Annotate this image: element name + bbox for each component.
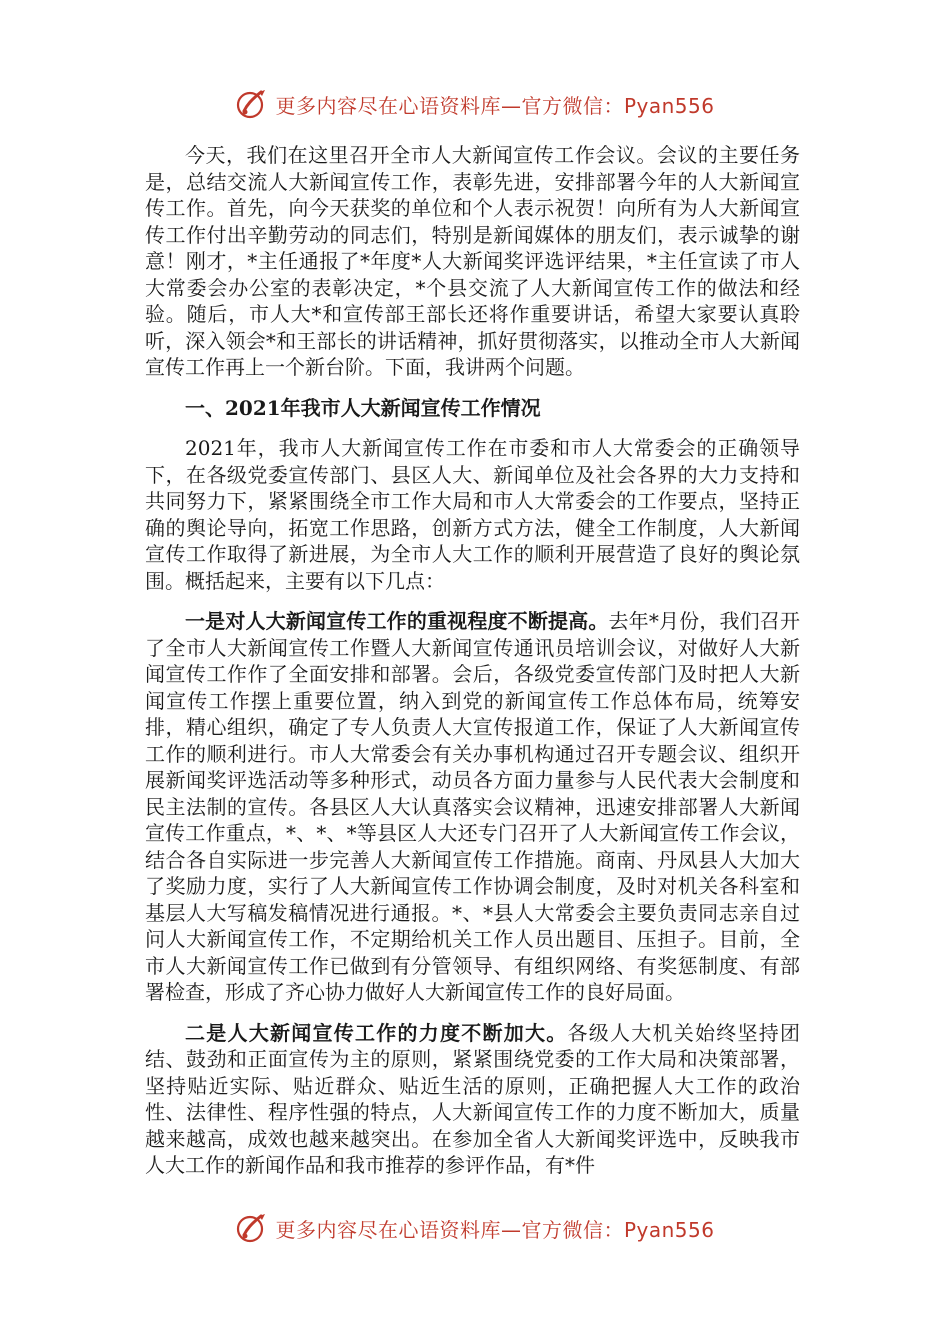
point-one-paragraph bbox=[145, 608, 800, 1006]
point-two-lead: 二是人大新闻宣传工作的力度不断加大。 bbox=[185, 1020, 568, 1045]
banner-text: 更多内容尽在心语资料库—官方微信：Pyan556 bbox=[275, 93, 715, 118]
document-body bbox=[145, 142, 800, 1193]
brush-seal-icon bbox=[235, 87, 269, 121]
header-banner bbox=[0, 84, 950, 124]
footer-banner bbox=[0, 1208, 950, 1248]
point-two-body: 各级人大机关始终坚持团结、鼓劲和正面宣传为主的原则，紧紧围绕党委的工作大局和决策部署，坚持贴近实际、贴近群众、贴近生活的原则，正确把握人大工作的政治性、法律性、程序性强的特点，人大新闻宣传工作的力度不断加大，质量越来越高，成效也越来越突出。在参加全省人大新闻奖评选中，反映我市人大工作的新闻作品和我市推荐的参评作品，有*件 bbox=[145, 1020, 800, 1177]
point-two-paragraph bbox=[145, 1020, 800, 1179]
section-paragraph: 2021年，我市人大新闻宣传工作在市委和市人大常委会的正确领导下，在各级党委宣传部门、县区人大、新闻单位及社会各界的大力支持和共同努力下，紧紧围绕全市工作大局和市人大常委会的工作要点，坚持正确的舆论导向，拓宽工作思路，创新方式方法，健全工作制度，人大新闻宣传工作取得了新进展，为全市人大工作的顺利开展营造了良好的舆论氛围。概括起来，主要有以下几点： bbox=[145, 436, 800, 593]
point-one-body: 去年*月份，我们召开了全市人大新闻宣传工作暨人大新闻宣传通讯员培训会议，对做好人大新闻宣传工作作了全面安排和部署。会后，各级党委宣传部门及时把人大新闻宣传工作摆上重要位置，纳入到党的新闻宣传工作总体布局，统筹安排，精心组织，确定了专人负责人大宣传报道工作，保证了人大新闻宣传工作的顺利进行。市人大常委会有关办事机构通过召开专题会议、组织开展新闻奖评选活动等多种形式，动员各方面力量参与人民代表大会制度和民主法制的宣传。各县区人大认真落实会议精神，迅速安排部署人大新闻宣传工作重点，*、*、*等县区人大还专门召开了人大新闻宣传工作会议，结合各自实际进一步完善人大新闻宣传工作措施。商南、丹凤县人大加大了奖励力度，实行了人大新闻宣传工作协调会制度，及时对机关各科室和基层人大写稿发稿情况进行通报。*、*县人大常委会主要负责同志亲自过问人大新闻宣传工作，不定期给机关工作人员出题目、压担子。目前，全市人大新闻宣传工作已做到有分管领导、有组织网络、有奖惩制度、有部署检查，形成了齐心协力做好人大新闻宣传工作的良好局面。 bbox=[145, 609, 801, 1004]
intro-paragraph: 今天，我们在这里召开全市人大新闻宣传工作会议。会议的主要任务是，总结交流人大新闻宣传工作，表彰先进，安排部署今年的人大新闻宣传工作。首先，向今天获奖的单位和个人表示祝贺！向所有为人大新闻宣传工作付出辛勤劳动的同志们，特别是新闻媒体的朋友们，表示诚挚的谢意！刚才，*主任通报了*年度*人大新闻奖评选评结果，*主任宣读了市人大常委会办公室的表彰决定，*个县交流了人大新闻宣传工作的做法和经验。随后，市人大*和宣传部王部长还将作重要讲话，希望大家要认真聆听，深入领会*和王部长的讲话精神，抓好贯彻落实，以推动全市人大新闻宣传工作再上一个新台阶。下面，我讲两个问题。 bbox=[145, 143, 800, 379]
brush-seal-icon bbox=[235, 1211, 269, 1245]
point-one-lead: 一是对人大新闻宣传工作的重视程度不断提高。 bbox=[185, 609, 609, 633]
banner-text: 更多内容尽在心语资料库—官方微信：Pyan556 bbox=[275, 1217, 715, 1242]
section-heading: 一、2021年我市人大新闻宣传工作情况 bbox=[185, 395, 541, 420]
